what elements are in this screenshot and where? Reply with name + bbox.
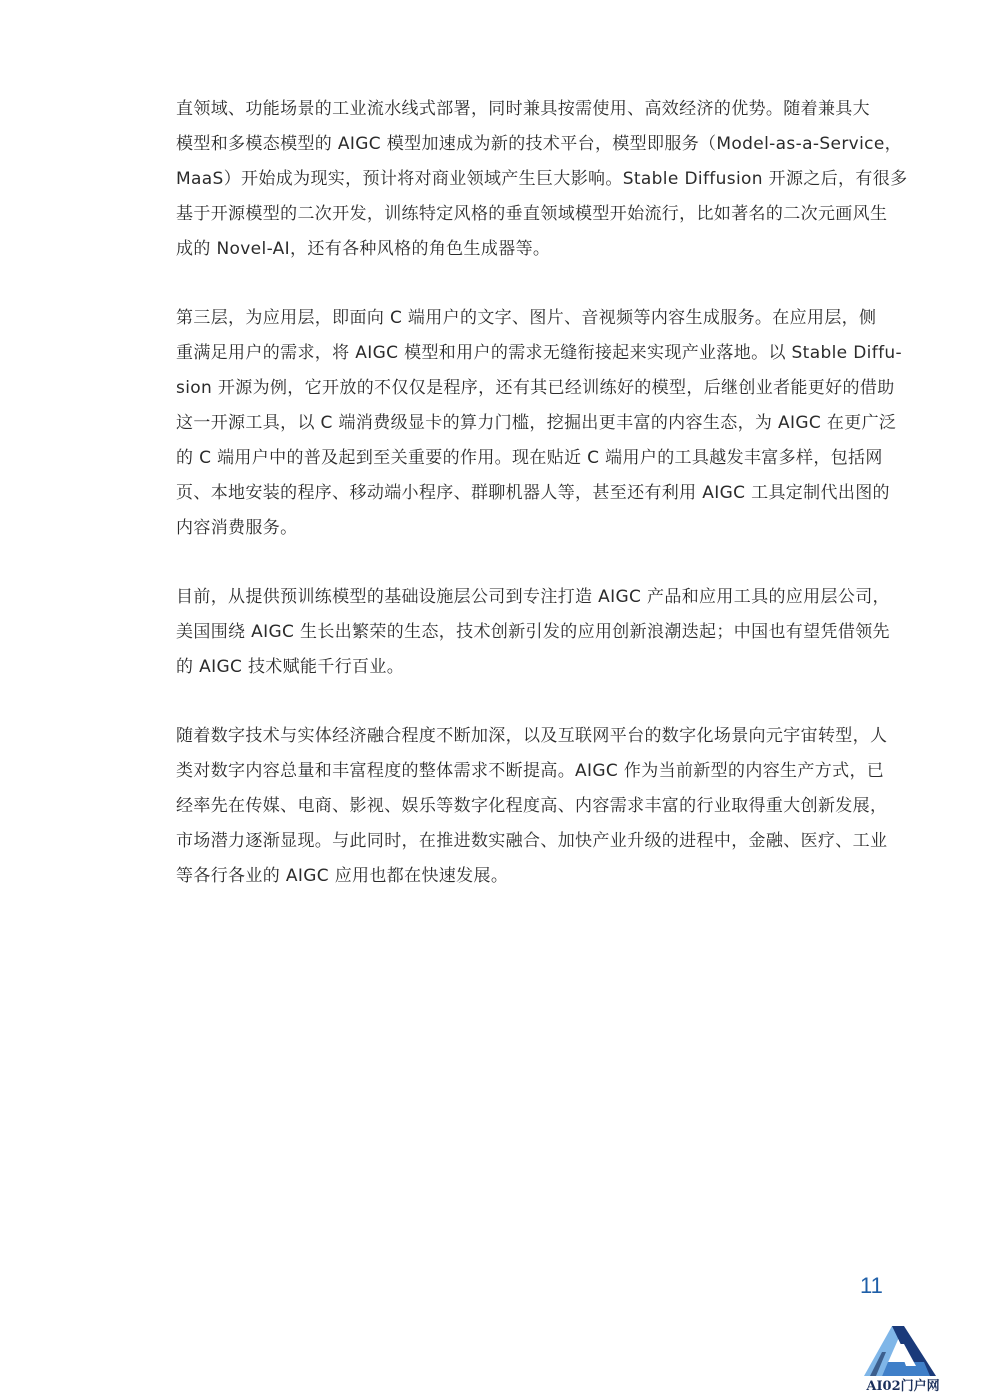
text-line: 类对数字内容总量和丰富程度的整体需求不断提高。AIGC 作为当前新型的内容生产方式，已 <box>176 761 885 781</box>
text-line: 随着数字技术与实体经济融合程度不断加深，以及互联网平台的数字化场景向元宇宙转型，人 <box>176 726 888 746</box>
text-line: 的 AIGC 技术赋能千行百业。 <box>176 657 405 677</box>
text-line: 直领域、功能场景的工业流水线式部署，同时兼具按需使用、高效经济的优势。随着兼具大 <box>176 99 870 119</box>
text-line: 这一开源工具，以 C 端消费级显卡的算力门槛，挖掘出更丰富的内容生态，为 AIGC 在更广泛 <box>176 413 897 433</box>
text-line: 的 C 端用户中的普及起到至关重要的作用。现在贴近 C 端用户的工具越发丰富多样，包括网 <box>176 448 883 468</box>
text-line: 成的 Novel-AI，还有各种风格的角色生成器等。 <box>176 239 551 259</box>
text-line: 第三层，为应用层，即面向 C 端用户的文字、图片、音视频等内容生成服务。在应用层，侧 <box>176 308 877 328</box>
text-line: 基于开源模型的二次开发，训练特定风格的垂直领域模型开始流行，比如著名的二次元画风生 <box>176 204 888 224</box>
paragraph-3 <box>176 580 908 685</box>
text-line: 目前，从提供预训练模型的基础设施层公司到专注打造 AIGC 产品和应用工具的应用层公司， <box>176 587 890 607</box>
ai02-logo-icon <box>858 1322 942 1378</box>
text-line: 美国围绕 AIGC 生长出繁荣的生态，技术创新引发的应用创新浪潮迭起；中国也有望凭借领先 <box>176 622 890 642</box>
text-line: 市场潜力逐渐显现。与此同时，在推进数实融合、加快产业升级的进程中，金融、医疗、工业 <box>176 831 888 851</box>
paragraph-4 <box>176 719 908 894</box>
text-line: 等各行各业的 AIGC 应用也都在快速发展。 <box>176 866 509 886</box>
text-line: MaaS）开始成为现实，预计将对商业领域产生巨大影响。Stable Diffusion 开源之后，有很多 <box>176 169 908 189</box>
watermark <box>848 1322 958 1399</box>
text-line: sion 开源为例，它开放的不仅仅是程序，还有其已经训练好的模型，后继创业者能更好的借助 <box>176 378 895 398</box>
paragraph-2 <box>176 301 908 546</box>
body-text <box>176 92 908 928</box>
page-number: 11 <box>860 1273 883 1298</box>
text-line: 重满足用户的需求，将 AIGC 模型和用户的需求无缝衔接起来实现产业落地。以 Stable Diffu- <box>176 343 903 363</box>
text-line: 内容消费服务。 <box>176 518 298 538</box>
text-line: 经率先在传媒、电商、影视、娱乐等数字化程度高、内容需求丰富的行业取得重大创新发展， <box>176 796 888 816</box>
paragraph-1 <box>176 92 908 267</box>
text-line: 页、本地安装的程序、移动端小程序、群聊机器人等，甚至还有利用 AIGC 工具定制代出图的 <box>176 483 890 503</box>
text-line: 模型和多模态模型的 AIGC 模型加速成为新的技术平台，模型即服务（Model-as-a-Service， <box>176 134 903 154</box>
watermark-text: AI02门户网 <box>866 1379 940 1394</box>
